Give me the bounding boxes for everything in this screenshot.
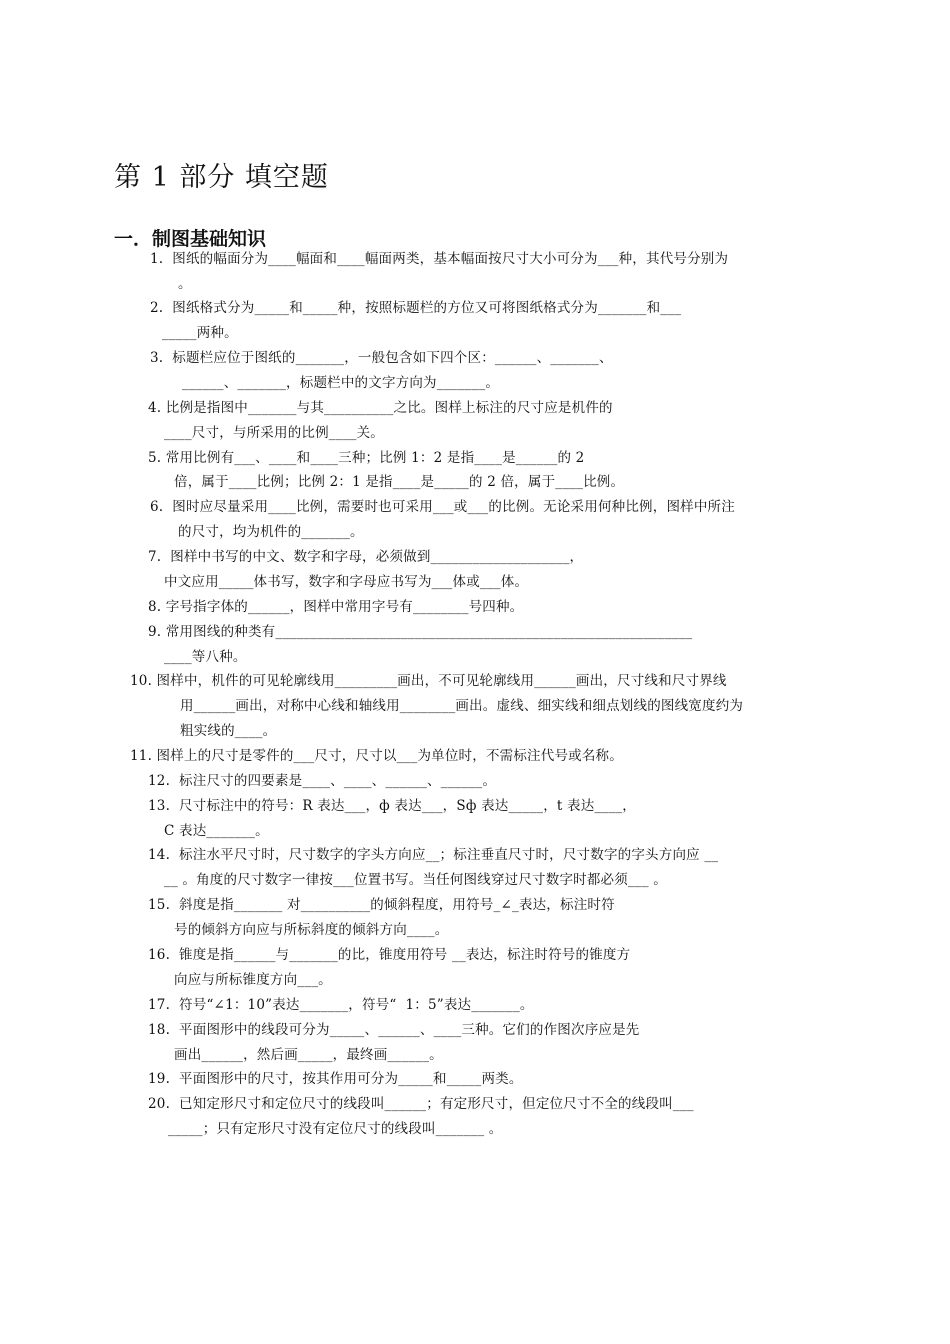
question-line: 用______画出，对称中心线和轴线用________画出。虚线、细实线和细点划线的图线宽度约为 xyxy=(180,698,744,714)
question-line: 5. 常用比例有___、____和____三种；比例 1：2 是指____是______的 2 xyxy=(148,450,585,466)
question-line: _____两种。 xyxy=(162,325,238,341)
question-line: 。 xyxy=(178,276,192,292)
question-line: C 表达_______。 xyxy=(164,823,269,839)
question-line: 10. 图样中，机件的可见轮廓线用_________画出，不可见轮廓线用______画出，尺寸线和尺寸界线 xyxy=(130,673,727,689)
question-line: 中文应用_____体书写，数字和字母应书写为___体或___体。 xyxy=(164,574,529,590)
question-line: 的尺寸，均为机件的_______。 xyxy=(178,524,364,540)
question-line: 6. 图时应尽量采用____比例，需要时也可采用___或___的比例。无论采用何种比例，图样中所注 xyxy=(150,499,735,515)
question-line: 9. 常用图线的种类有____________________________________________________________ xyxy=(148,624,693,640)
part-title: 第 1 部分 填空题 xyxy=(114,162,329,193)
question-line: 17. 符号“∠1：10”表达_______，符号“ 1：5”表达_______。 xyxy=(148,997,534,1013)
question-line: 号的倾斜方向应与所标斜度的倾斜方向____。 xyxy=(174,922,449,938)
question-line: 4. 比例是指图中_______与其__________之比。图样上标注的尺寸应是机件的 xyxy=(148,400,613,416)
question-line: 16. 锥度是指______与_______的比，锥度用符号 __表达，标注时符号的锥度方 xyxy=(148,947,631,963)
question-line: 12. 标注尺寸的四要素是____、____、______、______。 xyxy=(148,773,497,789)
question-line: 粗实线的____。 xyxy=(180,723,277,739)
question-line: 3. 标题栏应位于图纸的_______，一般包含如下四个区：______、_______、 xyxy=(150,350,613,366)
question-line: 向应与所标锥度方向___。 xyxy=(174,972,332,988)
question-line: 11. 图样上的尺寸是零件的___尺寸，尺寸以___为单位时，不需标注代号或名称。 xyxy=(130,748,623,764)
question-line: 15. 斜度是指_______ 对__________的倾斜程度，用符号_∠_表达，标注时符 xyxy=(148,897,615,913)
question-line: 8. 字号指字体的______，图样中常用字号有________号四种。 xyxy=(148,599,524,615)
question-line: __ 。角度的尺寸数字一律按___位置书写。当任何图线穿过尺寸数字时都必须___ 。 xyxy=(164,872,667,888)
section-title: 一．制图基础知识 xyxy=(114,228,267,250)
question-line: _____；只有定形尺寸没有定位尺寸的线段叫_______ 。 xyxy=(168,1121,503,1137)
question-line: 7. 图样中书写的中文、数字和字母，必须做到____________________， xyxy=(148,549,584,565)
question-line: 画出______，然后画_____，最终画______。 xyxy=(174,1047,443,1063)
question-line: 19. 平面图形中的尺寸，按其作用可分为_____和_____两类。 xyxy=(148,1071,523,1087)
question-line: 14. 标注水平尺寸时，尺寸数字的字头方向应__；标注垂直尺寸时，尺寸数字的字头方向应 __ xyxy=(148,847,719,863)
question-line: ____尺寸，与所采用的比例____关。 xyxy=(164,425,384,441)
question-line: 2. 图纸格式分为_____和_____种，按照标题栏的方位又可将图纸格式分为_______和___ xyxy=(150,300,682,316)
question-line: 1. 图纸的幅面分为____幅面和____幅面两类，基本幅面按尺寸大小可分为___种，其代号分别为 xyxy=(150,251,729,267)
question-line: 20. 已知定形尺寸和定位尺寸的线段叫______；有定形尺寸，但定位尺寸不全的线段叫___ xyxy=(148,1096,694,1112)
question-line: ______、_______，标题栏中的文字方向为_______。 xyxy=(182,375,500,391)
question-line: 18. 平面图形中的线段可分为_____、______、____三种。它们的作图次序应是先 xyxy=(148,1022,640,1038)
question-line: ____等八种。 xyxy=(164,649,247,665)
question-line: 倍，属于____比例；比例 2：1 是指____是_____的 2 倍，属于____比例。 xyxy=(174,474,625,490)
question-line: 13. 尺寸标注中的符号：R 表达___，ф 表达___，Sф 表达_____，t 表达____， xyxy=(148,798,636,814)
